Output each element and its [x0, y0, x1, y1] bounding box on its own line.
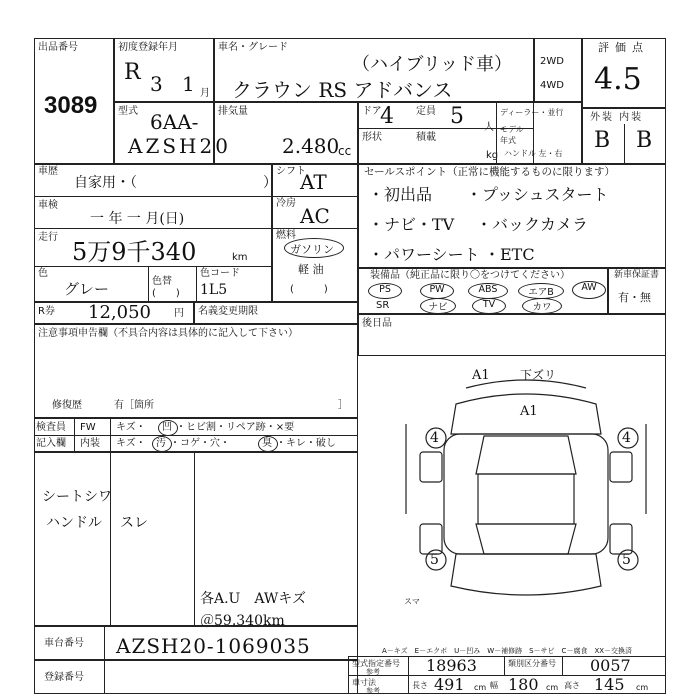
- sales-point-4: ・バックカメラ: [476, 215, 589, 234]
- later-items-label: 後日品: [362, 318, 392, 329]
- ext-int-label: 外装 内装: [590, 112, 644, 123]
- color: グレー: [64, 280, 110, 298]
- row1-scratch: キズ・: [116, 422, 146, 433]
- ac: AC: [300, 204, 330, 228]
- month-unit: 月: [200, 88, 210, 99]
- damage-legend: A－キズ E－エクボ U－凹み W－補修跡 S－サビ C－腐食 XX－交換済: [382, 647, 633, 655]
- equip-sr: SR: [376, 300, 390, 311]
- displacement-label: 排気量: [218, 106, 248, 117]
- equip-navi: ナビ: [420, 298, 456, 314]
- diagram-bottom-label: スマ: [404, 597, 420, 606]
- diagram-top-left: A1: [472, 368, 490, 383]
- class-label: 類別区分番号: [508, 659, 556, 668]
- note-mileage: ＠59.340km: [200, 613, 285, 629]
- height: 145: [594, 675, 625, 694]
- color-change-label: 色替: [152, 276, 172, 287]
- car-damage-diagram: [396, 364, 656, 614]
- lot-number: 3089: [44, 92, 98, 119]
- width: 180: [508, 675, 539, 694]
- color-label: 色: [38, 268, 48, 279]
- lot-label: 出品番号: [38, 42, 78, 53]
- warranty: 有・無: [618, 291, 651, 304]
- height-unit: cm: [636, 683, 649, 692]
- model-label: 型式: [118, 106, 138, 117]
- diagram-mark-fl: 4: [430, 430, 439, 446]
- length: 491: [434, 675, 465, 694]
- note-wear: スレ: [120, 515, 148, 531]
- repair-value: 有［箇所: [114, 400, 154, 411]
- mileage-label: 走行: [38, 232, 58, 243]
- row2-smell-circle: [258, 436, 278, 452]
- width-label: 幅: [490, 681, 498, 690]
- sales-point-2: ・プッシュスタート: [466, 185, 609, 204]
- interior-grade: B: [636, 128, 653, 153]
- model-prefix: 6AA-: [150, 110, 199, 134]
- length-label: 長さ: [412, 681, 428, 690]
- handle-label: ハンドル 左・右: [504, 149, 563, 158]
- sales-points-label: セールスポイント（正常に機能するものに限ります）: [364, 166, 616, 178]
- equip-aw: AW: [572, 281, 606, 299]
- shift: AT: [300, 170, 327, 194]
- era: R: [124, 60, 141, 85]
- history-value: 自家用・（ ）: [74, 175, 277, 191]
- row2-mid: ・コゲ・穴・: [170, 438, 230, 449]
- height-label: 高さ: [564, 681, 580, 690]
- row1-tag: FW: [80, 422, 96, 433]
- shaken-label: 車検: [38, 200, 58, 211]
- registration-label: 名義変更期限: [198, 306, 258, 317]
- chassis-label: 車台番号: [44, 638, 84, 649]
- size-ref: 参考: [366, 687, 380, 695]
- color-code-label: 色コード: [200, 268, 240, 279]
- first-reg-label: 初度登録年月: [118, 42, 178, 53]
- note-aw: 各A.U AWキズ: [200, 591, 307, 607]
- month: 1: [182, 72, 195, 96]
- equip-leather: カワ: [522, 298, 562, 314]
- diagram-mark-rl: 5: [430, 552, 439, 568]
- chassis: AZSH20-1069035: [116, 634, 311, 658]
- wd2-label: 2WD: [540, 56, 564, 67]
- history-label: 車歴: [38, 166, 58, 177]
- class-no: 0057: [590, 656, 631, 675]
- fuel-selected-circle: [284, 238, 344, 258]
- equip-abs: ABS: [468, 283, 508, 299]
- row2-dirt: 汚: [156, 438, 166, 449]
- shape-label: 形状: [362, 132, 382, 143]
- shaken: 一 年 一 月(日): [90, 211, 185, 227]
- color-change-box: ( ): [152, 288, 180, 299]
- type-designation-label: 型式指定番号: [352, 659, 400, 668]
- diagram-front-mark: A1: [520, 404, 538, 419]
- equip-tv: TV: [472, 298, 506, 314]
- sales-point-6: ・ETC: [484, 245, 535, 264]
- score-label: 評価点: [598, 41, 649, 54]
- displacement: 2.480: [282, 134, 340, 158]
- recycle-amount: 12,050: [88, 302, 151, 323]
- fuel-gasoline: ガソリン: [290, 243, 334, 256]
- equip-airbag: エアB: [518, 283, 564, 299]
- sales-point-3: ・ナビ・TV: [368, 215, 455, 234]
- model-code: AZSH20: [128, 134, 231, 158]
- model-year-label: モデル年式: [500, 125, 524, 145]
- equip-pw: PW: [420, 283, 454, 299]
- sales-point-1: ・初出品: [368, 185, 433, 204]
- repair-label: 修復歴: [52, 400, 82, 411]
- load-unit: kg: [486, 150, 499, 161]
- type-designation-ref: 参考: [366, 668, 380, 676]
- type-designation: 18963: [426, 656, 477, 675]
- later-items-box: [358, 314, 666, 356]
- width-unit: cm: [546, 683, 559, 692]
- sales-point-5: ・パワーシート: [368, 245, 480, 264]
- exterior-grade: B: [594, 128, 611, 153]
- row1-dent: 凹: [162, 422, 172, 433]
- repair-close: ］: [338, 400, 348, 411]
- row2-smell: 臭: [262, 438, 272, 449]
- reg-label: 登録番号: [44, 672, 84, 683]
- diagram-top-right: 下ズリ: [520, 368, 557, 382]
- doors-label: ドア: [362, 106, 382, 117]
- doors: 4: [380, 104, 394, 129]
- drive-box: [534, 38, 582, 102]
- row2-rest: ・キレ・破し: [276, 438, 336, 449]
- note-handle: ハンドル: [46, 515, 102, 531]
- inspection-notes-box: [34, 452, 358, 626]
- load-label: 積載: [416, 132, 436, 143]
- equipment-label: 装備品（純正品に限り〇をつけてください）: [370, 270, 570, 281]
- row2-tag: 内装: [80, 438, 100, 449]
- warranty-label: 新車保証書: [614, 270, 660, 280]
- displacement-unit: cc: [338, 144, 352, 158]
- row2-scratch: キズ・: [116, 438, 146, 449]
- note-seat: シートシワ: [42, 489, 112, 505]
- ac-label: 冷房: [276, 198, 296, 209]
- fuel-label: 燃料: [276, 230, 296, 241]
- mileage-unit: km: [232, 252, 248, 263]
- shift-label: シフト: [276, 166, 306, 177]
- diagram-mark-rr: 5: [622, 552, 631, 568]
- capacity-unit: 人: [484, 122, 494, 133]
- entry-label: 記入欄: [36, 438, 66, 449]
- size-label: 車寸法: [352, 678, 376, 687]
- fuel-other: ( ): [290, 284, 328, 295]
- mileage: 5万9千340: [72, 238, 197, 266]
- score: 4.5: [594, 62, 642, 97]
- row1-dent-circle: [158, 420, 178, 436]
- inspector-label: 検査員: [36, 422, 66, 433]
- hybrid-note: （ハイブリッド車）: [352, 54, 513, 75]
- car-name: クラウン RS アドバンス: [232, 78, 453, 102]
- length-unit: cm: [474, 683, 487, 692]
- row2-dirt-circle: [152, 436, 172, 452]
- equip-ps: PS: [368, 283, 402, 299]
- notes-label: 注意事項申告欄（不具合内容は具体的に記入して下さい）: [38, 328, 298, 339]
- recycle-unit: 円: [174, 308, 184, 319]
- color-code: 1L5: [200, 282, 228, 298]
- car-name-label: 車名・グレード: [218, 42, 288, 53]
- row1-rest: ・ヒビ割・リペア跡・×要: [176, 422, 295, 433]
- wd4-label: 4WD: [540, 80, 564, 91]
- year: 3: [150, 72, 163, 96]
- diagram-mark-fr: 4: [622, 430, 631, 446]
- capacity-label: 定員: [416, 106, 436, 117]
- capacity: 5: [450, 104, 464, 129]
- dealer-label: ディーラー・並行: [500, 108, 564, 117]
- fuel-diesel: 軽 油: [298, 263, 324, 276]
- recycle-label: R券: [38, 306, 55, 317]
